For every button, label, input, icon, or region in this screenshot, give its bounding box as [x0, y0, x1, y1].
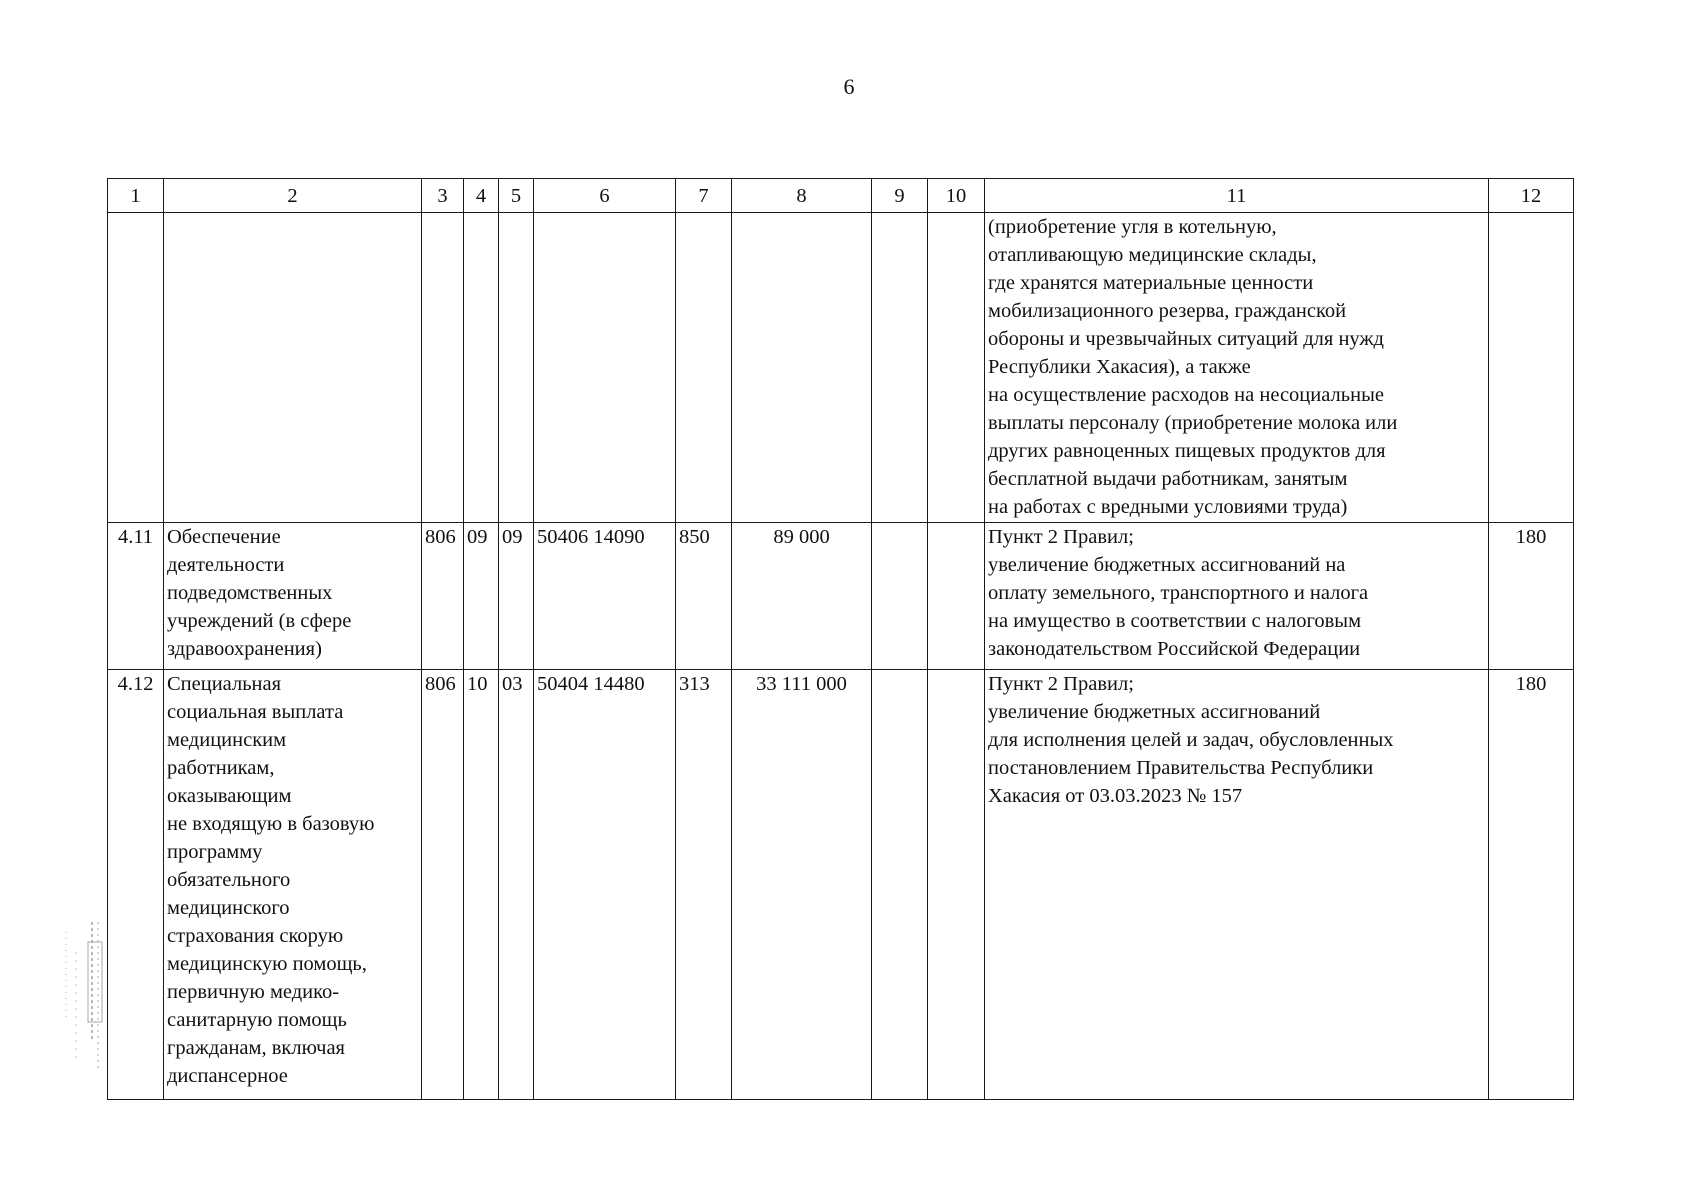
amount-cell [928, 670, 985, 1100]
code-cell [499, 213, 534, 523]
code-cell: 180 [1489, 523, 1574, 670]
budget-table [107, 178, 1574, 1100]
item-name-cell: Специальная социальная выплата медицинским работникам, оказывающим не входящую в базовую программу обязательного медицинского страхования скорую медицинскую помощь, первичную медико- санитарную помощь гражданам, включая диспансерное [164, 670, 422, 1100]
code-cell: 180 [1489, 670, 1574, 1100]
code-cell: 09 [464, 523, 499, 670]
amount-cell [872, 670, 928, 1100]
code-cell: 10 [464, 670, 499, 1100]
justification-cell: Пункт 2 Правил; увеличение бюджетных ассигнований на оплату земельного, транспортного и налога на имущество в соответствии с налоговым законодательством Российской Федерации [985, 523, 1489, 670]
code-cell [676, 213, 732, 523]
header-cell: 9 [872, 179, 928, 213]
code-cell: 09 [499, 523, 534, 670]
header-cell: 4 [464, 179, 499, 213]
page-number: 6 [843, 74, 855, 99]
header-cell: 10 [928, 179, 985, 213]
registration-stamp-mark [62, 912, 106, 1112]
code-cell [1489, 213, 1574, 523]
header-cell: 2 [164, 179, 422, 213]
item-name-cell: Обеспечение деятельности подведомственных учреждений (в сфере здравоохранения) [164, 523, 422, 670]
header-cell: 12 [1489, 179, 1574, 213]
table-row [108, 213, 1574, 523]
code-cell: 50406 14090 [534, 523, 676, 670]
header-cell: 1 [108, 179, 164, 213]
code-cell [464, 213, 499, 523]
code-cell: 313 [676, 670, 732, 1100]
amount-cell [928, 523, 985, 670]
header-cell: 5 [499, 179, 534, 213]
table-header-row [108, 179, 1574, 213]
code-cell: 806 [422, 670, 464, 1100]
justification-cell: Пункт 2 Правил; увеличение бюджетных ассигнований для исполнения целей и задач, обусловленных постановлением Правительства Республики Хакасия от 03.03.2023 № 157 [985, 670, 1489, 1100]
amount-cell: 33 111 000 [732, 670, 872, 1100]
header-cell: 8 [732, 179, 872, 213]
justification-cell: (приобретение угля в котельную, отапливающую медицинские склады, где хранятся материальные ценности мобилизационного резерва, гражданской обороны и чрезвычайных ситуаций для нужд Республики Хакасия), а также на осуществление расходов на несоциальные выплаты персоналу (приобретение молока или других равноценных пищевых продуктов для бесплатной выдачи работникам, занятым на работах с вредными условиями труда) [985, 213, 1489, 523]
row-number-cell: 4.12 [108, 670, 164, 1100]
header-cell: 6 [534, 179, 676, 213]
row-number-cell: 4.11 [108, 523, 164, 670]
amount-cell [872, 213, 928, 523]
amount-cell [872, 523, 928, 670]
code-cell: 03 [499, 670, 534, 1100]
amount-cell [732, 213, 872, 523]
header-cell: 11 [985, 179, 1489, 213]
code-cell [534, 213, 676, 523]
header-cell: 7 [676, 179, 732, 213]
table-row [108, 670, 1574, 1100]
amount-cell: 89 000 [732, 523, 872, 670]
code-cell: 806 [422, 523, 464, 670]
code-cell: 50404 14480 [534, 670, 676, 1100]
code-cell: 850 [676, 523, 732, 670]
item-name-cell [164, 213, 422, 523]
header-cell: 3 [422, 179, 464, 213]
table-row [108, 523, 1574, 670]
amount-cell [928, 213, 985, 523]
row-number-cell [108, 213, 164, 523]
code-cell [422, 213, 464, 523]
